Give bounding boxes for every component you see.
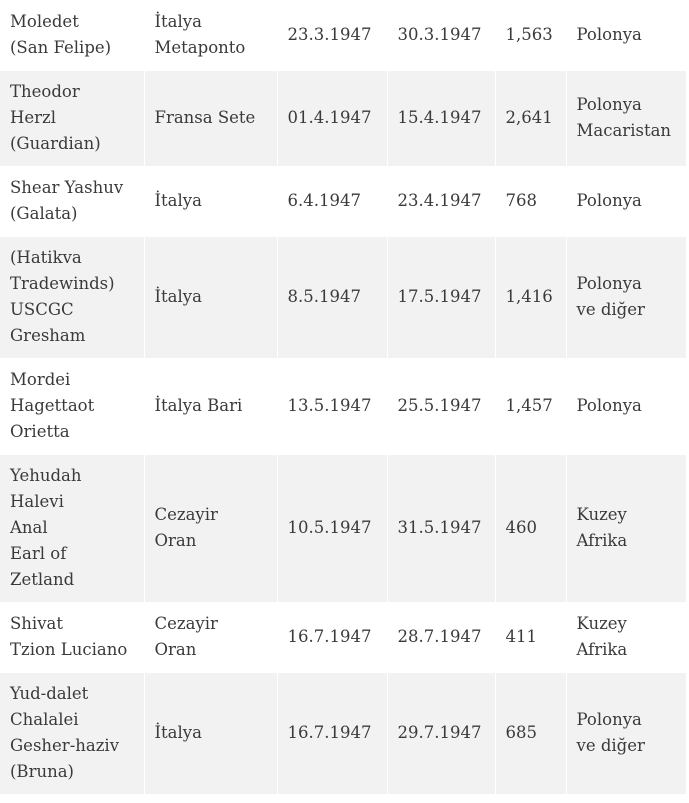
cell-arrival: 30.3.1947 xyxy=(387,0,495,70)
port-line: İtalya xyxy=(154,11,202,31)
origin-line: Polonya xyxy=(576,191,642,210)
cell-origin xyxy=(566,358,686,454)
cell-ship xyxy=(0,70,144,166)
table-row xyxy=(0,454,686,602)
ship-line: (Galata) xyxy=(10,204,78,223)
ship-line: Gesher-haziv xyxy=(10,736,120,755)
cell-passengers: 2,641 xyxy=(495,70,566,166)
origin-line: Kuzey xyxy=(576,614,627,633)
cell-port xyxy=(144,0,277,70)
cell-origin xyxy=(566,70,686,166)
cell-arrival: 28.7.1947 xyxy=(387,602,495,672)
cell-origin xyxy=(566,602,686,672)
origin-line: Afrika xyxy=(576,531,628,550)
cell-passengers: 768 xyxy=(495,166,566,236)
table-row xyxy=(0,602,686,672)
ship-line: Moledet xyxy=(10,11,79,31)
ship-line: (Bruna) xyxy=(10,762,74,781)
cell-arrival: 31.5.1947 xyxy=(387,454,495,602)
ship-line: Anal xyxy=(10,518,48,537)
cell-departure: 13.5.1947 xyxy=(277,358,387,454)
cell-passengers: 1,457 xyxy=(495,358,566,454)
cell-arrival: 17.5.1947 xyxy=(387,236,495,358)
cell-arrival: 29.7.1947 xyxy=(387,672,495,794)
port-line: Cezayir xyxy=(154,505,218,524)
origin-line: ve diğer xyxy=(576,736,645,755)
ship-line: Tradewinds) xyxy=(10,274,115,293)
table-row xyxy=(0,236,686,358)
cell-port xyxy=(144,672,277,794)
origin-line: Afrika xyxy=(576,640,628,659)
ship-line: (Guardian) xyxy=(10,134,101,153)
cell-passengers: 411 xyxy=(495,602,566,672)
cell-passengers: 460 xyxy=(495,454,566,602)
cell-ship xyxy=(0,236,144,358)
port-line: Fransa Sete xyxy=(154,108,256,127)
port-line: Metaponto xyxy=(154,37,246,57)
cell-port xyxy=(144,70,277,166)
port-line: Oran xyxy=(154,531,197,550)
ship-line: Shivat xyxy=(10,614,63,633)
ship-line: Chalalei xyxy=(10,710,79,729)
table-row xyxy=(0,0,686,70)
origin-line: Polonya xyxy=(576,95,642,114)
port-line: Oran xyxy=(154,640,197,659)
cell-departure: 8.5.1947 xyxy=(277,236,387,358)
ship-line: Yehudah xyxy=(10,466,82,485)
cell-origin xyxy=(566,0,686,70)
origin-line: ve diğer xyxy=(576,300,645,319)
cell-departure: 6.4.1947 xyxy=(277,166,387,236)
cell-departure: 23.3.1947 xyxy=(277,0,387,70)
ship-line: Shear Yashuv xyxy=(10,178,124,197)
cell-port xyxy=(144,454,277,602)
cell-origin xyxy=(566,454,686,602)
ship-line: Theodor xyxy=(10,82,80,101)
cell-ship xyxy=(0,166,144,236)
cell-departure: 10.5.1947 xyxy=(277,454,387,602)
ship-line: USCGC xyxy=(10,300,74,319)
cell-departure: 16.7.1947 xyxy=(277,602,387,672)
cell-origin xyxy=(566,672,686,794)
cell-port xyxy=(144,236,277,358)
table-row xyxy=(0,358,686,454)
ship-line: Tzion Luciano xyxy=(10,640,128,659)
cell-ship xyxy=(0,358,144,454)
origin-line: Kuzey xyxy=(576,505,627,524)
cell-ship xyxy=(0,602,144,672)
port-line: İtalya xyxy=(154,191,202,210)
cell-port xyxy=(144,358,277,454)
cell-departure: 01.4.1947 xyxy=(277,70,387,166)
origin-line: Macaristan xyxy=(576,121,672,140)
ship-line: Halevi xyxy=(10,492,64,511)
cell-passengers: 685 xyxy=(495,672,566,794)
cell-ship xyxy=(0,0,144,70)
ship-line: Herzl xyxy=(10,108,57,127)
cell-ship xyxy=(0,672,144,794)
port-line: İtalya xyxy=(154,287,202,306)
cell-origin xyxy=(566,236,686,358)
port-line: İtalya xyxy=(154,723,202,742)
ship-line: Earl of xyxy=(10,544,67,563)
origin-line: Polonya xyxy=(576,710,642,729)
ship-line: Gresham xyxy=(10,326,86,345)
ship-line: Hagettaot xyxy=(10,396,95,415)
cell-ship xyxy=(0,454,144,602)
cell-arrival: 15.4.1947 xyxy=(387,70,495,166)
origin-line: Polonya xyxy=(576,274,642,293)
cell-port xyxy=(144,166,277,236)
cell-arrival: 23.4.1947 xyxy=(387,166,495,236)
port-line: İtalya Bari xyxy=(154,396,243,415)
ship-line: (Hatikva xyxy=(10,248,82,267)
table-row xyxy=(0,672,686,794)
origin-line: Polonya xyxy=(576,24,642,44)
cell-origin xyxy=(566,166,686,236)
ship-line: Yud-dalet xyxy=(10,684,89,703)
origin-line: Polonya xyxy=(576,396,642,415)
ship-line: (San Felipe) xyxy=(10,37,112,57)
cell-arrival: 25.5.1947 xyxy=(387,358,495,454)
cell-port xyxy=(144,602,277,672)
ship-line: Zetland xyxy=(10,570,75,589)
ship-line: Mordei xyxy=(10,370,71,389)
ship-line: Orietta xyxy=(10,422,70,441)
cell-departure: 16.7.1947 xyxy=(277,672,387,794)
port-line: Cezayir xyxy=(154,614,218,633)
cell-passengers: 1,563 xyxy=(495,0,566,70)
cell-passengers: 1,416 xyxy=(495,236,566,358)
table-row xyxy=(0,70,686,166)
table-row xyxy=(0,166,686,236)
